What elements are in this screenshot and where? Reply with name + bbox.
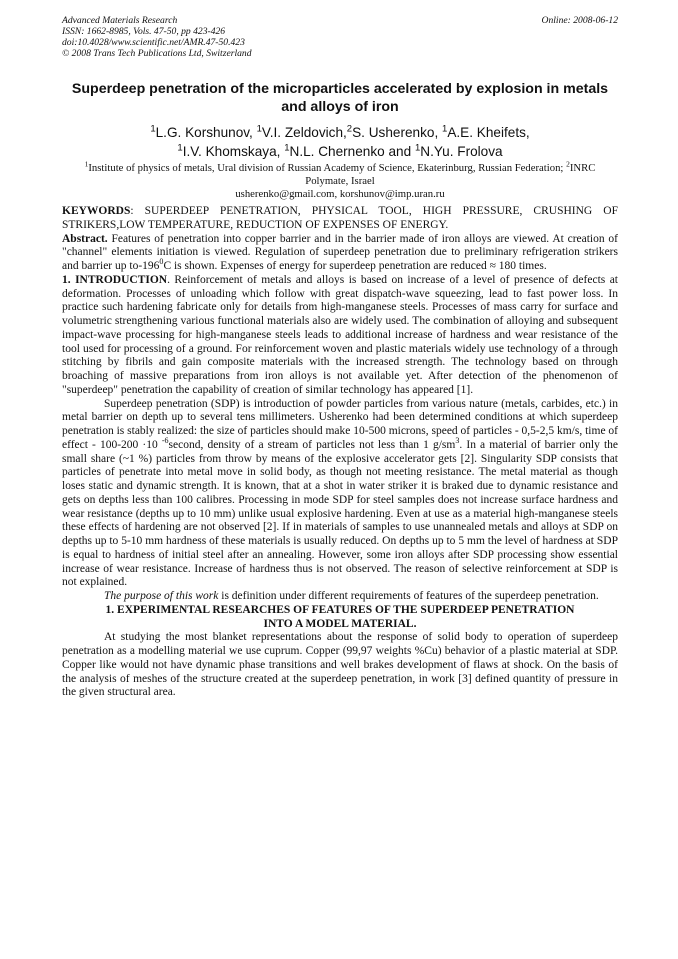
author-line-2	[62, 142, 618, 161]
affil-2: INRC Polymate, Israel	[305, 162, 596, 187]
sdp-paragraph	[62, 398, 618, 591]
author-affil-mark: 1	[177, 142, 183, 154]
keywords-label: KEYWORDS	[62, 205, 131, 217]
abstract-text: Features of penetration into copper barrier and in the barrier made of iron alloys are viewed. At creation of "channel" elements initiation is viewed. Regulation of superdeep penetration due to preliminary refrigeration strikers and barrier up to-196	[62, 232, 618, 272]
section-heading: 1. EXPERIMENTAL RESEARCHES OF FEATURES OF THE SUPERDEEP PENETRATION INTO A MODEL MATERIAL.	[105, 603, 575, 630]
author-line-1	[62, 123, 618, 142]
keywords-text: : SUPERDEEP PENETRATION, PHYSICAL TOOL, HIGH PRESSURE, CRUSHING OF STRIKERS,LOW TEMPERATURE, REDUCTION OF EXPENSES OF ENERGY.	[62, 205, 618, 231]
author-name: A.E. Kheifets,	[447, 125, 530, 140]
author-name: V.I. Zeldovich,	[261, 125, 347, 140]
author-affil-mark: 1	[414, 142, 421, 154]
author-name: I.V. Khomskaya,	[182, 144, 285, 159]
purpose-italic: The purpose of this work	[104, 590, 219, 602]
affiliation-text	[62, 159, 618, 188]
author-emails: usherenko@gmail.com, korshunov@imp.uran.ru	[235, 188, 445, 200]
journal-header	[62, 15, 618, 59]
author-name: L.G. Korshunov,	[155, 125, 257, 140]
issn-line: ISSN: 1662-8985, Vols. 47-50, pp 423-426	[62, 26, 226, 37]
author-affil-mark: 1	[442, 123, 448, 135]
sdp-text-a: Superdeep penetration (SDP) is introduction of powder particles from various nature (metals, carbides, etc.) in metal barrier on depth up to several tens millimeters. Usherenko had been determined conditions at which superdeep penetration is stably realized: the size of particles should make 10-500 microns, speed of particles - 0,5-2,5 km/s, time of effect - 100-200 ·10	[62, 397, 618, 451]
intro-text: . Reinforcement of metals and alloys is based on increase of a level of presence of defects at deformation. Processes of unloading which follow with great dispatch-wave squeezing, lead to fast power loss. In practice such hardening fabricate only for details from high-manganese steels. Processes of mass carry for surface and volumetric strengthening various functional materials also are widely used. The combination of alloying and subsequent impact-wave processing for high-manganese steels leads to additional increase of hardness and wear resistance of the tool used for processing of a ground. For reinforcement woven and plastic materials widely use technology of a through stitching by fibrils and gain composite materials with the increased strength. The technology based on through broaching of massive preparations from iron alloys is not available yet. After detection of the phenomenon of "superdeep" penetration the capability of creation of similar technology has appeared [1].	[62, 273, 618, 396]
affil-mark: 1	[84, 159, 89, 169]
keywords	[62, 205, 618, 233]
doi-line: doi:10.4028/www.scientific.net/AMR.47-50.423	[62, 37, 245, 48]
abstract	[62, 233, 618, 274]
affil-mark: 2	[566, 159, 570, 169]
exponent: -6	[161, 435, 169, 445]
author-name: N.Yu. Frolova	[420, 144, 503, 159]
author-name: N.L. Chernenko and	[289, 144, 415, 159]
sdp-text-b: second, density of a stream of particles not less than 1 g/sm	[168, 438, 456, 451]
author-affil-mark: 1	[256, 123, 262, 135]
section-paragraph: At studying the most blanket representations about the response of solid body to operation of superdeep penetration as a modelling material we use cuprum. Copper (99,97 weights %Cu) behavior of a plastic material at SDP. Copper like would not have dynamic phase transitions and well brakes development of flaws at shock. On the basis of the analysis of meshes of the structure created at the superdeep penetration, in work [3] defined quantity of pressure in the given structural area.	[62, 631, 618, 699]
abstract-label: Abstract.	[62, 232, 108, 245]
paper-title: Superdeep penetration of the microparticles accelerated by explosion in metals and alloys of iron	[71, 81, 609, 115]
degree-mark: 0	[159, 257, 164, 267]
author-affil-mark: 1	[284, 142, 290, 154]
purpose-paragraph	[62, 590, 618, 604]
author-affil-mark: 2	[346, 123, 353, 135]
intro-heading: 1. INTRODUCTION	[62, 273, 168, 286]
author-name: S. Usherenko,	[352, 125, 443, 140]
affil-1: Institute of physics of metals, Ural division of Russian Academy of Science, Ekaterinburg, Russian Federation;	[88, 162, 567, 174]
exponent: 3	[455, 435, 460, 445]
author-list	[62, 123, 618, 161]
sdp-text-c: . In a material of barrier only the small share (~1 %) particles from throw by means of the explosive accelerator gets [2]. Singularity SDP consists that particles of penetrate into metal move in solid body, as though not meeting resistance. The metal material as though loses static and dynamic strength. It is known, that at a shot in water striker it is braked due to dynamic resistance and gets on depths less than 100 calibres. Processing in mode SDP for steel samples does not increase surface hardness and wear resistance (depths up to 10 mm) unlike usual explosive hardening. Even at use as a material high-manganese steels these effects of hardening are not observed [2]. If in materials of samples to use unannealed metals and alloys at SDP on depths up to 5-10 mm hardness of these materials is usually reduced. On depths up to 5 mm the level of hardness at SDP is equal to hardness of initial steel after an annealing. However, some iron alloys after SDP processing show essential increase of wear resistance. Increase of hardness thus is not observed. The reason of selective reinforcement at SDP is not explained.	[62, 438, 619, 589]
abstract-text-end: C is shown. Expenses of energy for superdeep penetration are reduced ≈ 180 times.	[163, 260, 547, 272]
affiliations	[62, 159, 618, 201]
author-affil-mark: 1	[150, 123, 156, 135]
online-date: Online: 2008-06-12	[541, 15, 618, 26]
journal-name: Advanced Materials Research	[62, 15, 178, 26]
paper-body	[62, 205, 618, 700]
purpose-text: is definition under different requirements of features of the superdeep penetration.	[218, 590, 599, 602]
copyright-line: © 2008 Trans Tech Publications Ltd, Switzerland	[62, 48, 252, 59]
introduction	[62, 274, 618, 398]
